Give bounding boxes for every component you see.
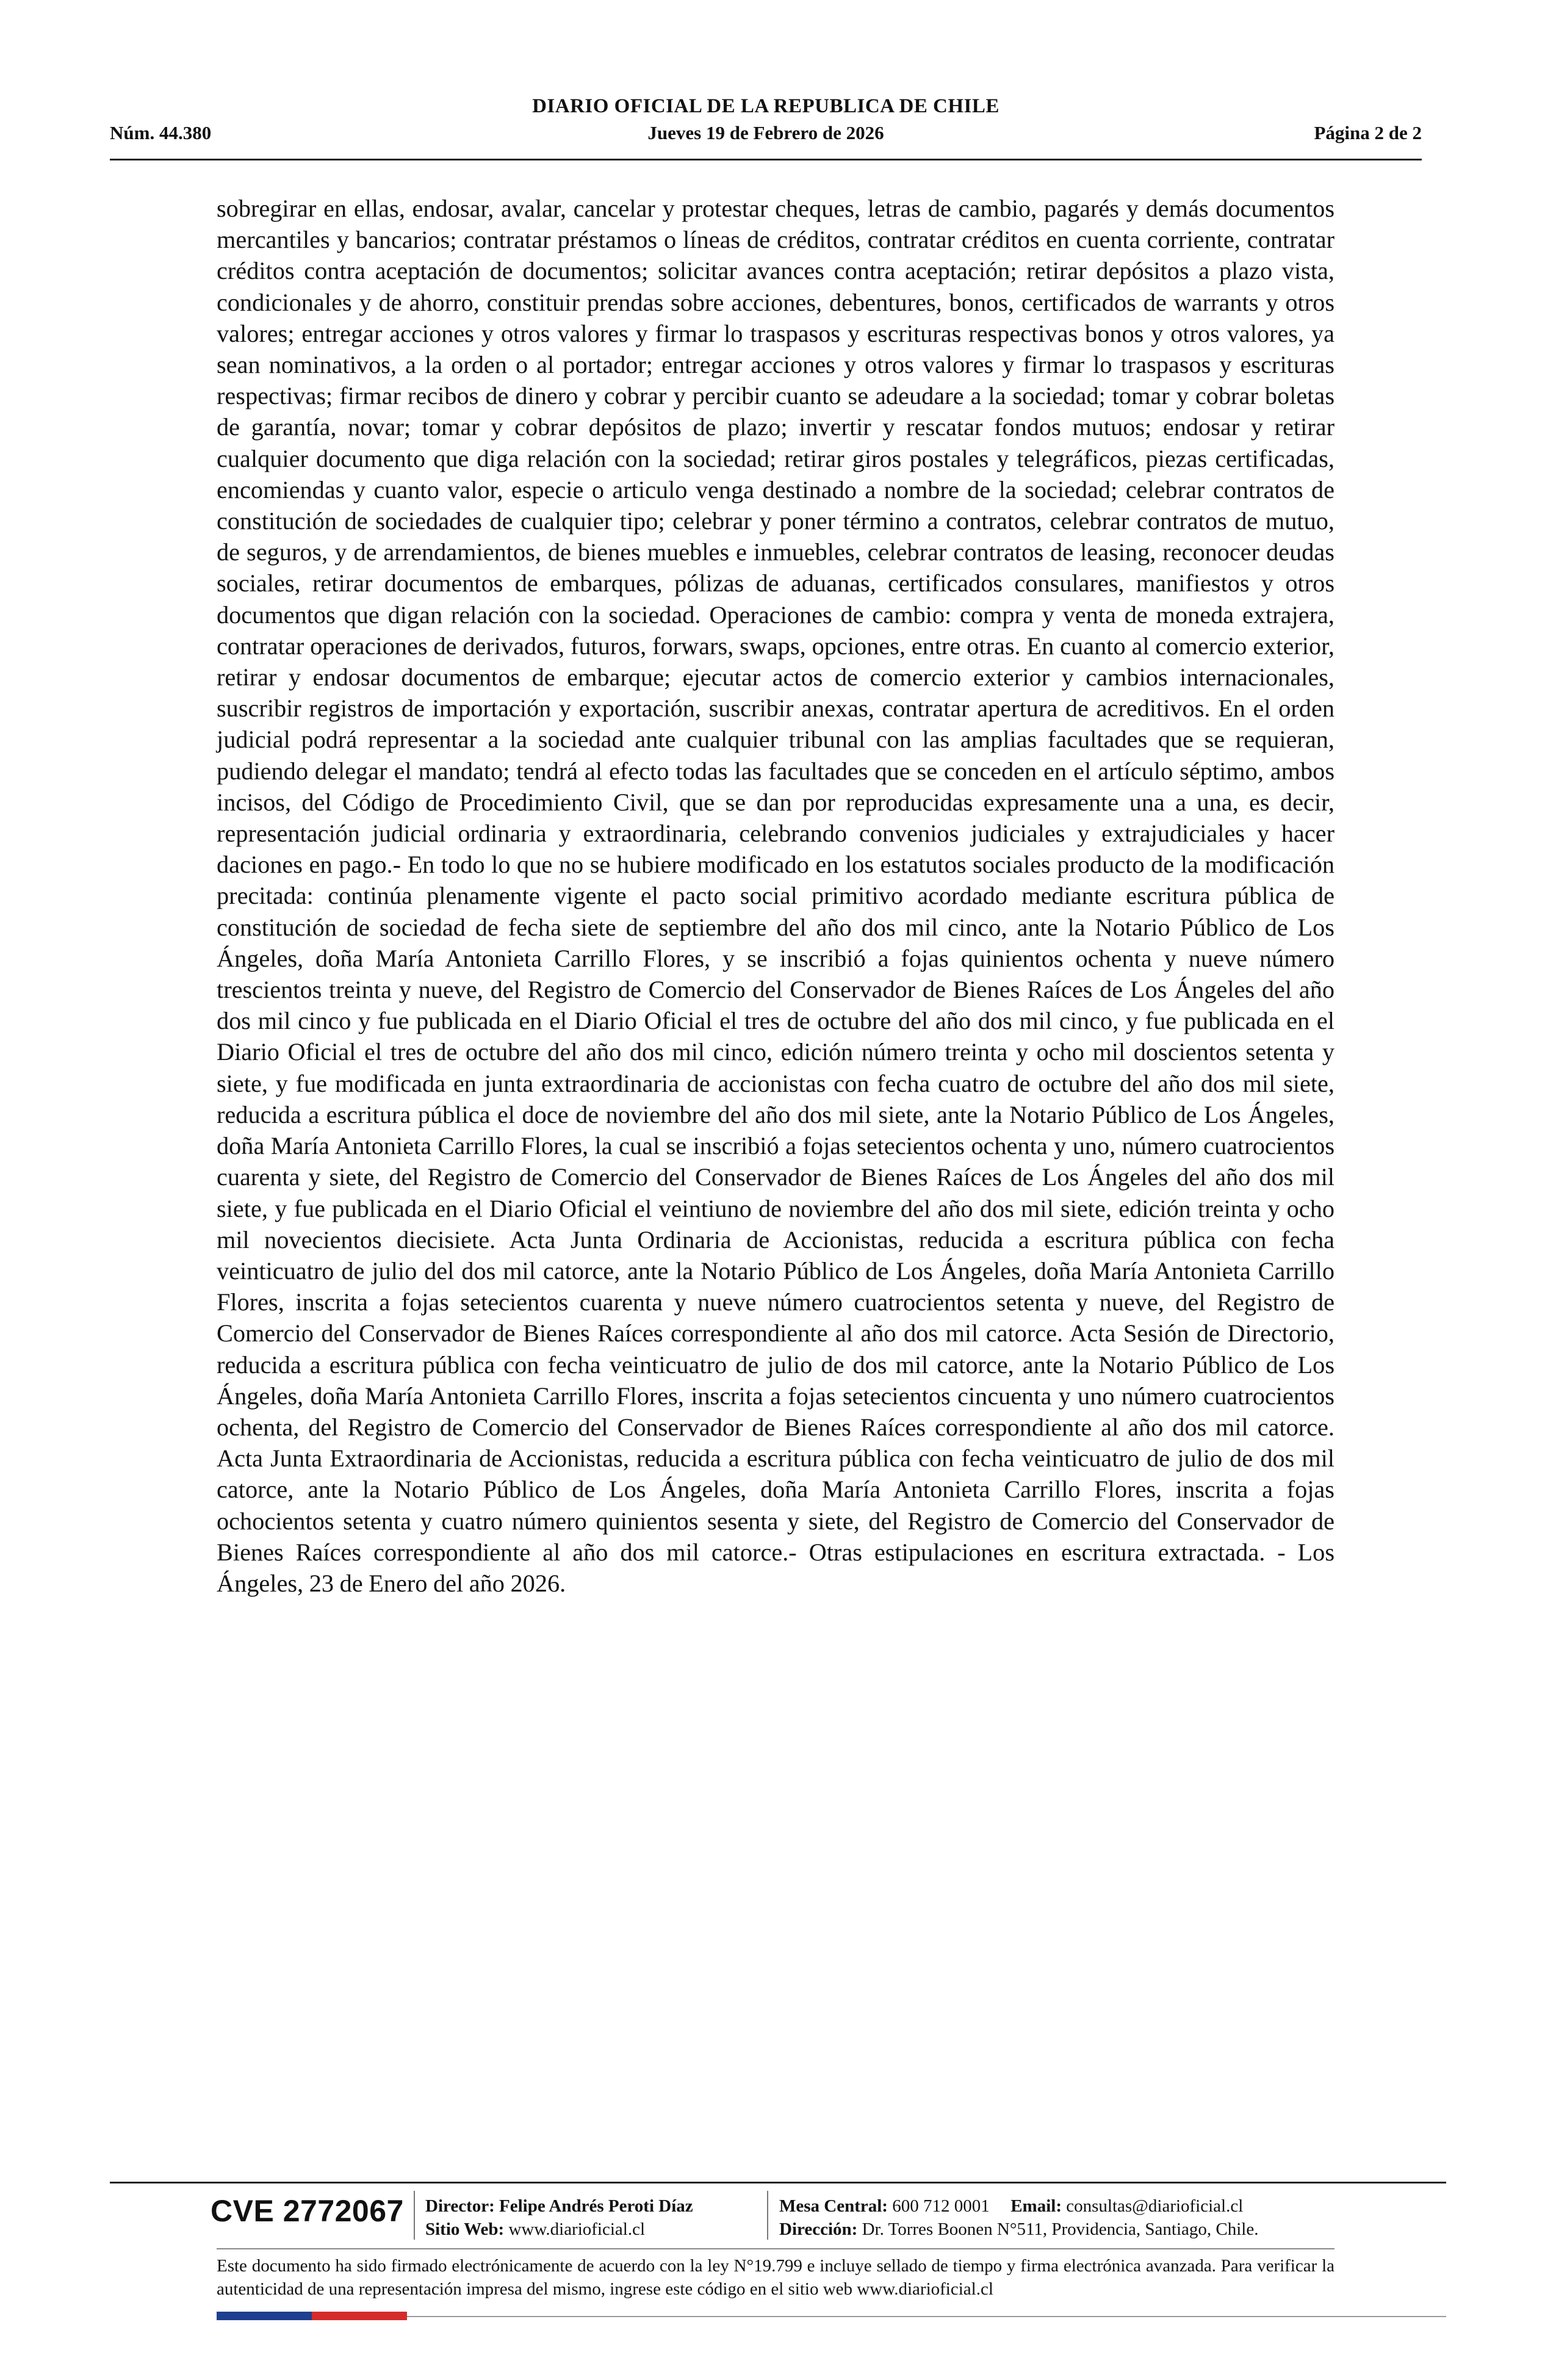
header-meta-row — [110, 122, 1422, 149]
page-header — [110, 92, 1422, 160]
newspaper-title: DIARIO OFICIAL DE LA REPUBLICA DE CHILE — [532, 95, 1000, 117]
footer-top-divider — [110, 2182, 1446, 2183]
email-link[interactable]: consultas@diarioficial.cl — [1066, 2196, 1244, 2216]
footer-website — [425, 2218, 645, 2241]
flag-segment — [217, 2312, 264, 2320]
issue-number: Núm. 44.380 — [110, 122, 212, 143]
signature-disclaimer: Este documento ha sido firmado electrónicamente de acuerdo con la ley N°19.799 e incluye sellado de tiempo y firma electrónica avanzada. Para verificar la autenticidad de una representación impresa del mismo, ingrese este código en el sitio web www.diarioficial.cl — [217, 2256, 1334, 2299]
footer-address — [779, 2218, 1258, 2241]
phone-number: 600 712 0001 — [892, 2196, 990, 2216]
page-indicator: Página 2 de 2 — [1314, 122, 1422, 143]
address-label: Dirección: — [779, 2220, 858, 2239]
document-body-text: sobregirar en ellas, endosar, avalar, cancelar y protestar cheques, letras de cambio, pagarés y demás documentos mercantiles y bancarios; contratar préstamos o líneas de créditos, contratar créditos en cuenta corriente, contratar créditos contra aceptación de documentos; solicitar avances contra aceptación; retirar depósitos a plazo vista, condicionales y de ahorro, constituir prendas sobre acciones, debentures, bonos, certificados de warrants y otros valores; entregar acciones y otros valores y firmar lo traspasos y escrituras respectivas bonos y otros valores, ya sean nominativos, a la orden o al portador; entregar acciones y otros valores y firmar lo traspasos y escrituras respectivas; firmar recibos de dinero y cobrar y percibir cuanto se adeudare a la sociedad; tomar y cobrar boletas de garantía, novar; tomar y cobrar depósitos de plazo; invertir y rescatar fondos mutuos; endosar y retirar cualquier documento que diga relación con la sociedad; retirar giros postales y telegráficos, piezas certificadas, encomiendas y cuanto valor, especie o articulo venga destinado a nombre de la sociedad; celebrar contratos de constitución de sociedades de cualquier tipo; celebrar y poner término a contratos, celebrar contratos de mutuo, de seguros, y de arrendamientos, de bienes muebles e inmuebles, celebrar contratos de leasing, reconocer deudas sociales, retirar documentos de embarques, pólizas de aduanas, certificados consulares, manifiestos y otros documentos que digan relación con la sociedad. Operaciones de cambio: compra y venta de moneda extrajera, contratar operaciones de derivados, futuros, forwars, swaps, opciones, entre otras. En cuanto al comercio exterior, retirar y endosar documentos de embarque; ejecutar actos de comercio exterior y cambios internacionales, suscribir registros de importación y exportación, suscribir anexas, contratar apertura de acreditivos. En el orden judicial podrá representar a la sociedad ante cualquier tribunal con las amplias facultades que se requieran, pudiendo delegar el mandato; tendrá al efecto todas las facultades que se conceden en el artículo séptimo, ambos incisos, del Código de Procedimiento Civil, que se dan por reproducidas expresamente una a una, es decir, representación judicial ordinaria y extraordinaria, celebrando convenios judiciales y extrajudiciales y hacer daciones en pago.- En todo lo que no se hubiere modificado en los estatutos sociales producto de la modificación precitada: continúa plenamente vigente el pacto social primitivo acordado mediante escritura pública de constitución de sociedad de fecha siete de septiembre del año dos mil cinco, ante la Notario Público de Los Ángeles, doña María Antonieta Carrillo Flores, y se inscribió a fojas quinientos ochenta y nueve número trescientos treinta y nueve, del Registro de Comercio del Conservador de Bienes Raíces de Los Ángeles del año dos mil cinco y fue publicada en el Diario Oficial el tres de octubre del año dos mil cinco, y fue publicada en el Diario Oficial el tres de octubre del año dos mil cinco, edición número treinta y ocho mil doscientos setenta y siete, y fue modificada en junta extraordinaria de accionistas con fecha cuatro de octubre del año dos mil siete, reducida a escritura pública el doce de noviembre del año dos mil siete, ante la Notario Público de Los Ángeles, doña María Antonieta Carrillo Flores, la cual se inscribió a fojas setecientos ochenta y uno, número cuatrocientos cuarenta y siete, del Registro de Comercio del Conservador de Bienes Raíces de Los Ángeles del año dos mil siete, y fue publicada en el Diario Oficial el veintiuno de noviembre del año dos mil siete, edición treinta y ocho mil novecientos diecisiete. Acta Junta Ordinaria de Accionistas, reducida a escritura pública con fecha veinticuatro de julio del dos mil catorce, ante la Notario Público de Los Ángeles, doña María Antonieta Carrillo Flores, inscrita a fojas setecientos cuarenta y nueve número cuatrocientos setenta y nueve, del Registro de Comercio del Conservador de Bienes Raíces correspondiente al año dos mil catorce. Acta Sesión de Directorio, reducida a escritura pública con fecha veinticuatro de julio de dos mil catorce, ante la Notario Público de Los Ángeles, doña María Antonieta Carrillo Flores, inscrita a fojas setecientos cincuenta y uno número cuatrocientos ochenta, del Registro de Comercio del Conservador de Bienes Raíces correspondiente al año dos mil catorce. Acta Junta Extraordinaria de Accionistas, reducida a escritura pública con fecha veinticuatro de julio de dos mil catorce, ante la Notario Público de Los Ángeles, doña María Antonieta Carrillo Flores, inscrita a fojas ochocientos setenta y cuatro número quinientos sesenta y siete, del Registro de Comercio del Conservador de Bienes Raíces correspondiente al año dos mil catorce.- Otras estipulaciones en escritura extractada. - Los Ángeles, 23 de Enero del año 2026. — [217, 195, 1334, 1597]
website-link[interactable]: www.diarioficial.cl — [508, 2220, 646, 2239]
phone-label: Mesa Central: — [779, 2196, 888, 2216]
website-label: Sitio Web: — [425, 2220, 505, 2239]
director-label: Director: — [425, 2196, 495, 2216]
director-name: Felipe Andrés Peroti Díaz — [499, 2196, 693, 2216]
issue-date: Jueves 19 de Febrero de 2026 — [647, 122, 884, 143]
footer-vertical-divider — [767, 2191, 768, 2240]
flag-segment — [264, 2312, 312, 2320]
cve-code: CVE 2772067 — [211, 2194, 404, 2228]
email-label: Email: — [1010, 2196, 1062, 2216]
footer-director — [425, 2194, 693, 2218]
flag-segment — [312, 2312, 359, 2320]
flag-color-bar — [217, 2312, 407, 2320]
footer-vertical-divider — [414, 2191, 415, 2240]
footer-middle-divider — [217, 2248, 1334, 2249]
footer-contact — [779, 2194, 1243, 2218]
flag-segment — [359, 2312, 407, 2320]
address-value: Dr. Torres Boonen N°511, Providencia, Santiago, Chile. — [862, 2220, 1259, 2239]
